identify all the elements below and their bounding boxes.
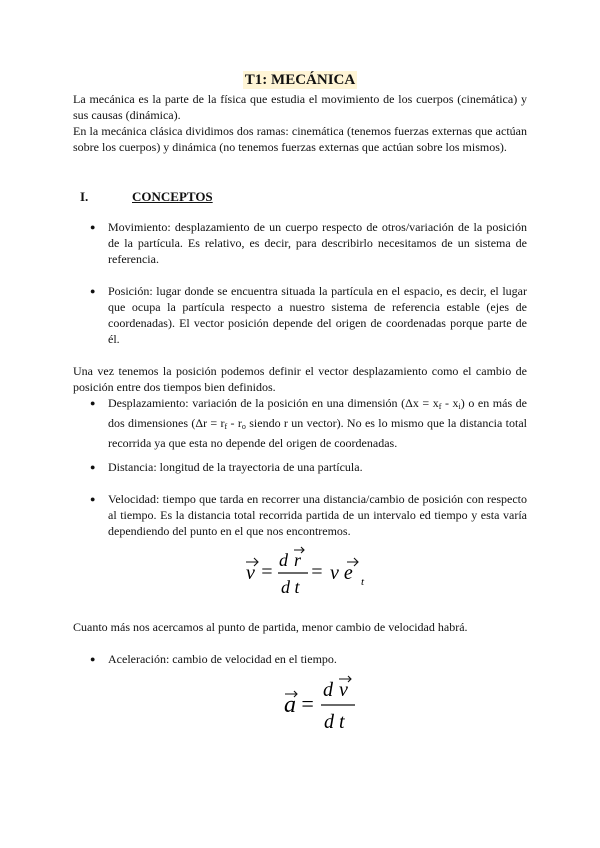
- list-item-movimiento: Movimiento: desplazamiento de un cuerpo respecto de otros/variación de la posición de la partícula. Es relativo, es decir, para describirlo necesitamos de un sistema de referencia.: [108, 220, 527, 266]
- section-heading: [80, 189, 213, 205]
- acceleration-formula: [282, 674, 372, 736]
- document-title: T1: MECÁNICA: [244, 72, 356, 88]
- list-item-desplazamiento: Desplazamiento: variación de la posición en una dimensión $(\Delta x = x_f - x_i)$ o en más de dos dimensiones ($\Delta r = r_f - r_o$ siendo r un vector). No es lo mismo que la distancia total recorrida ya que esta no depende del origen de coordenadas.: [108, 396, 528, 450]
- section-number: I.: [80, 189, 89, 204]
- formula-lhs-v: v: [246, 562, 255, 584]
- formula-equals: =: [260, 561, 274, 583]
- formula-equals-2: =: [310, 561, 324, 583]
- list-item-distancia: Distancia: longitud de la trayectoria de una partícula.: [108, 460, 363, 474]
- velocity-formula: [244, 545, 384, 605]
- section-title: CONCEPTOS: [132, 189, 213, 204]
- intro-paragraph-2: En la mecánica clásica dividimos dos ramas: cinemática (tenemos fuerzas externas que actúan sobre los cuerpos) y dinámica (no tenemos fuerzas externas que actúan sobre los mismos).: [73, 124, 527, 154]
- bullet-dot: ●: [90, 462, 96, 472]
- closing-paragraph: Cuanto más nos acercamos al punto de partida, menor cambio de velocidad habrá.: [73, 620, 468, 634]
- formula-lhs-a: a: [284, 692, 296, 718]
- formula-num-r: r: [294, 550, 302, 570]
- bullet-dot: ●: [90, 398, 96, 408]
- bullet-dot: ●: [90, 286, 96, 296]
- bullet-dot: ●: [90, 494, 96, 504]
- formula-num-v: v: [339, 679, 348, 701]
- intro-paragraph-1: La mecánica es la parte de la física que estudia el movimiento de los cuerpos (cinemática) y sus causas (dinámica).: [73, 92, 527, 122]
- bullet-dot: ●: [90, 654, 96, 664]
- transition-paragraph: Una vez tenemos la posición podemos definir el vector desplazamiento como el cambio de posición entre dos tiempos bien definidos.: [73, 364, 527, 394]
- formula-equals: =: [300, 691, 315, 716]
- formula-den: d t: [324, 711, 345, 733]
- bullet-dot: ●: [90, 222, 96, 232]
- formula-num-d: d: [279, 550, 288, 570]
- list-item-aceleracion: Aceleración: cambio de velocidad en el tiempo.: [108, 652, 337, 666]
- list-item-velocidad: Velocidad: tiempo que tarda en recorrer una distancia/cambio de posición con respecto al tiempo. Es la distancia total recorrida partida de un intervalo ed tiempo y esta varía dependiendo del punto en el que nos encontremos.: [108, 492, 527, 538]
- formula-num-d: d: [323, 679, 333, 701]
- formula-rhs-sub: t: [361, 576, 365, 588]
- list-item-posicion: Posición: lugar donde se encuentra situada la partícula en el espacio, es decir, el lugar que ocupa la partícula respecto a nuestro sistema de referencia estable (ejes de coordenadas). El vector posición depende del origen de coordenadas porque parte de él.: [108, 284, 527, 346]
- formula-den: d t: [281, 577, 300, 597]
- formula-rhs: v e: [330, 562, 353, 584]
